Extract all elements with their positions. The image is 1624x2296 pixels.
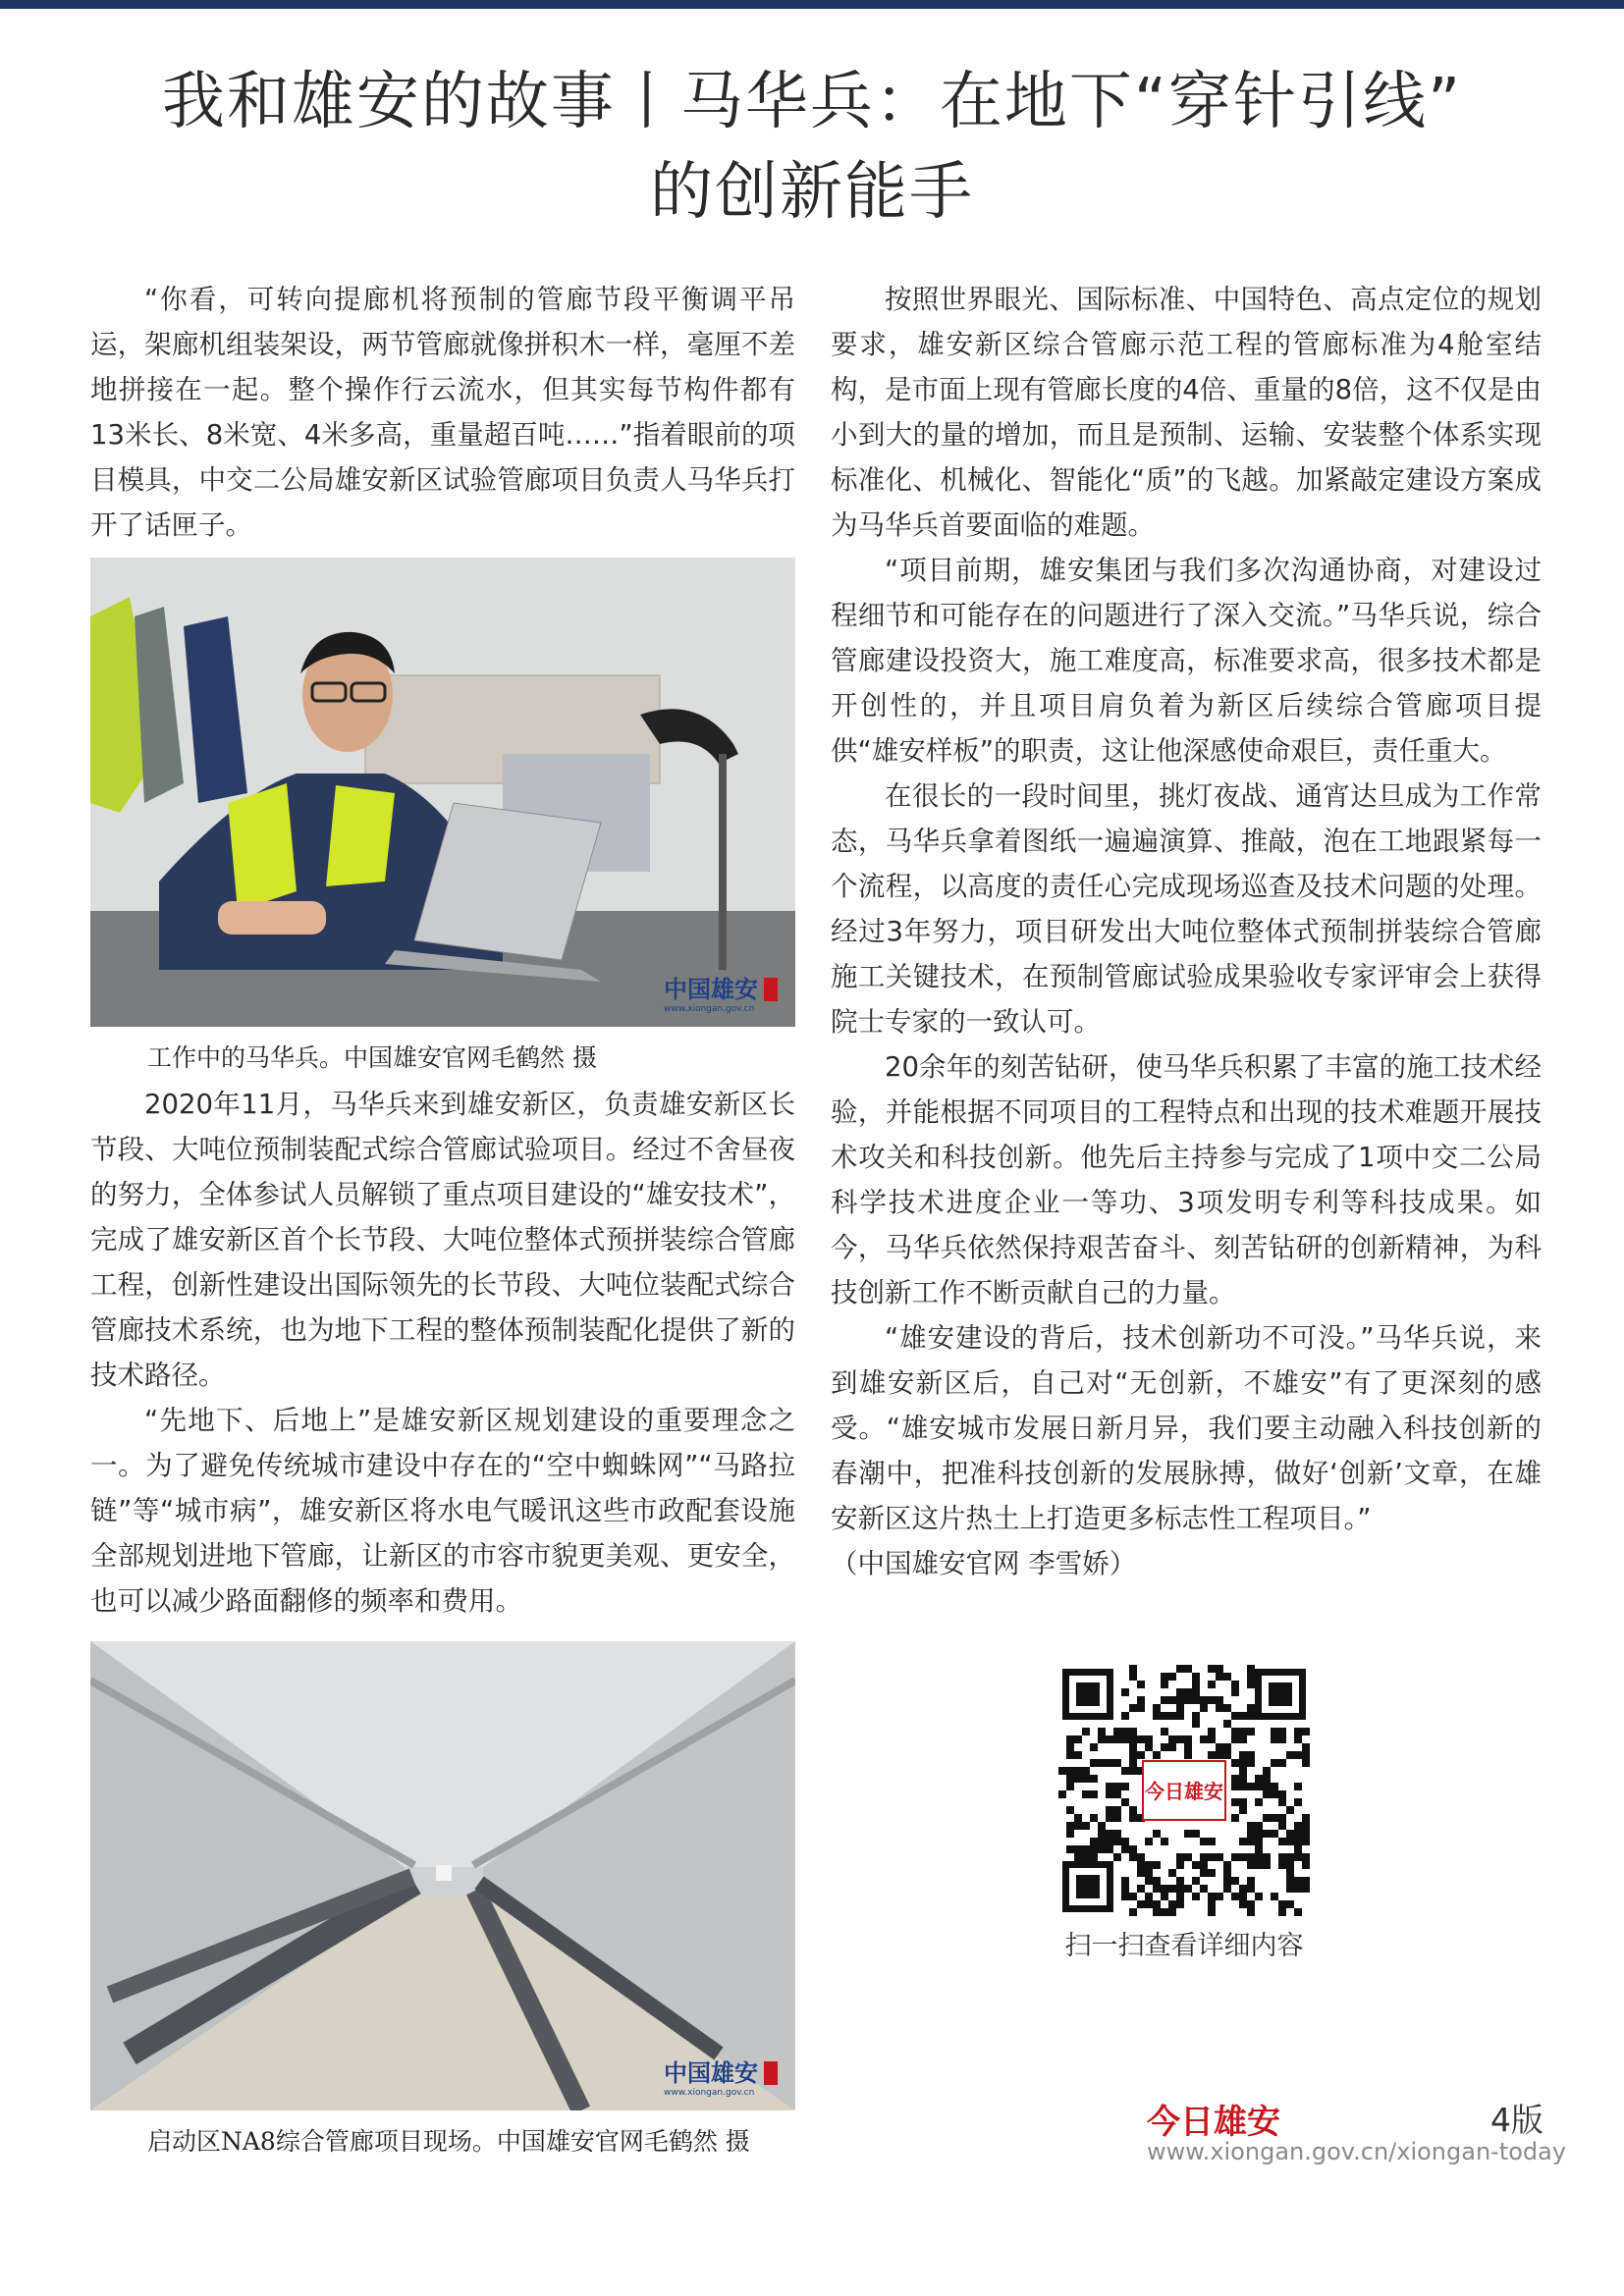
article-column-right — [831, 277, 1542, 1586]
footer-logo: 今日雄安 — [1147, 2103, 1280, 2142]
photo-watermark — [662, 2054, 782, 2099]
page-number: 4版 — [1490, 2101, 1543, 2139]
article-paragraph: 2020年11月，马华兵来到雄安新区，负责雄安新区长节段、大吨位预制装配式综合管廊试验项目。经过不舍昼夜的努力，全体参试人员解锁了重点项目建设的“雄安技术”，完成了雄安新区首个长节段、大吨位整体式预拼装综合管廊工程，创新性建设出国际领先的长节段、大吨位装配式综合管廊技术系统，也为地下工程的整体预制装配化提供了新的技术路径。 — [90, 1089, 795, 1391]
photo-caption: 启动区NA8综合管廊项目现场。中国雄安官网毛鹤然 摄 — [147, 2127, 750, 2156]
article-paragraph: 20余年的刻苦钻研，使马华兵积累了丰富的施工技术经验，并能根据不同项目的工程特点和出现的技术难题开展技术攻关和科技创新。他先后主持参与完成了1项中交二公局科学技术进度企业一等功、3项发明专利等科技成果。如今，马华兵依然保持艰苦奋斗、刻苦钻研的创新精神，为科技创新工作不断贡献自己的力量。 — [831, 1051, 1542, 1308]
tunnel-scene-illustration — [90, 1641, 795, 2110]
article-column-left-top — [90, 277, 795, 548]
article-paragraph: 按照世界眼光、国际标准、中国特色、高点定位的规划要求，雄安新区综合管廊示范工程的管廊标准为4舱室结构，是市面上现有管廊长度的4倍、重量的8倍，这不仅是由小到大的量的增加，而且是预制、运输、安装整个体系实现标准化、机械化、智能化“质”的飞越。加紧敲定建设方案成为马华兵首要面临的难题。 — [831, 284, 1542, 541]
qr-code[interactable] — [1058, 1665, 1310, 1916]
page-title — [39, 57, 1585, 238]
svg-text:www.xiongan.gov.cn: www.xiongan.gov.cn — [664, 2088, 755, 2098]
qr-caption: 扫一扫查看详细内容 — [1064, 1931, 1304, 1961]
article-paragraph: 在很长的一段时间里，挑灯夜战、通宵达旦成为工作常态，马华兵拿着图纸一遍遍演算、推敲，泡在工地跟紧每一个流程，以高度的责任心完成现场巡查及技术问题的处理。经过3年努力，项目研发出大吨位整体式预制拼装综合管廊施工关键技术，在预制管廊试验成果验收专家评审会上获得院士专家的一致认可。 — [831, 780, 1542, 1038]
qr-center-logo: 今日雄安 — [1145, 1780, 1223, 1803]
office-scene-illustration — [90, 558, 795, 1027]
photo-caption: 工作中的马华兵。中国雄安官网毛鹤然 摄 — [147, 1043, 597, 1072]
title-line-2: 的创新能手 — [650, 156, 974, 229]
svg-text:中国雄安: 中国雄安 — [664, 975, 758, 1003]
top-color-bar — [0, 0, 1624, 9]
svg-text:中国雄安: 中国雄安 — [664, 2058, 758, 2087]
article-paragraph: “你看，可转向提廊机将预制的管廊节段平衡调平吊运，架廊机组装架设，两节管廊就像拼积木一样，毫厘不差地拼接在一起。整个操作行云流水，但其实每节构件都有13米长、8米宽、4米多高，重量超百吨……”指着眼前的项目模具，中交二公局雄安新区试验管廊项目负责人马华兵打开了话匣子。 — [90, 284, 795, 541]
xiongan-logo-icon — [662, 2054, 782, 2099]
footer-url[interactable]: www.xiongan.gov.cn/xiongan-today — [1147, 2138, 1567, 2165]
photo-utility-tunnel — [90, 1641, 795, 2110]
article-paragraph: “雄安建设的背后，技术创新功不可没。”马华兵说，来到雄安新区后，自己对“无创新，不雄安”有了更深刻的感受。“雄安城市发展日新月异，我们要主动融入科技创新的春潮中，把准科技创新的发展脉搏，做好‘创新’文章，在雄安新区这片热土上打造更多标志性工程项目。” — [831, 1322, 1542, 1534]
article-paragraph: “先地下、后地上”是雄安新区规划建设的重要理念之一。为了避免传统城市建设中存在的“空中蜘蛛网”“马路拉链”等“城市病”，雄安新区将水电气暖讯这些市政配套设施全部规划进地下管廊，让新区的市容市貌更美观、更安全，也可以减少路面翻修的频率和费用。 — [90, 1405, 795, 1617]
qr-code-icon — [1058, 1665, 1310, 1916]
article-credit: （中国雄安官网 李雪娇） — [831, 1548, 1137, 1579]
svg-text:www.xiongan.gov.cn: www.xiongan.gov.cn — [664, 1004, 755, 1014]
article-paragraph: “项目前期，雄安集团与我们多次沟通协商，对建设过程细节和可能存在的问题进行了深入交流。”马华兵说，综合管廊建设投资大，施工难度高，标准要求高，很多技术都是开创性的，并且项目肩负着为新区后续综合管廊项目提供“雄安样板”的职责，这让他深感使命艰巨，责任重大。 — [831, 555, 1542, 767]
photo-watermark — [662, 970, 782, 1015]
title-line-1: 我和雄安的故事丨马华兵：在地下“穿针引线” — [161, 66, 1463, 138]
photo-ma-huabing-working — [90, 558, 795, 1027]
article-column-left-bottom — [90, 1082, 795, 1624]
xiongan-logo-icon — [662, 970, 782, 1015]
